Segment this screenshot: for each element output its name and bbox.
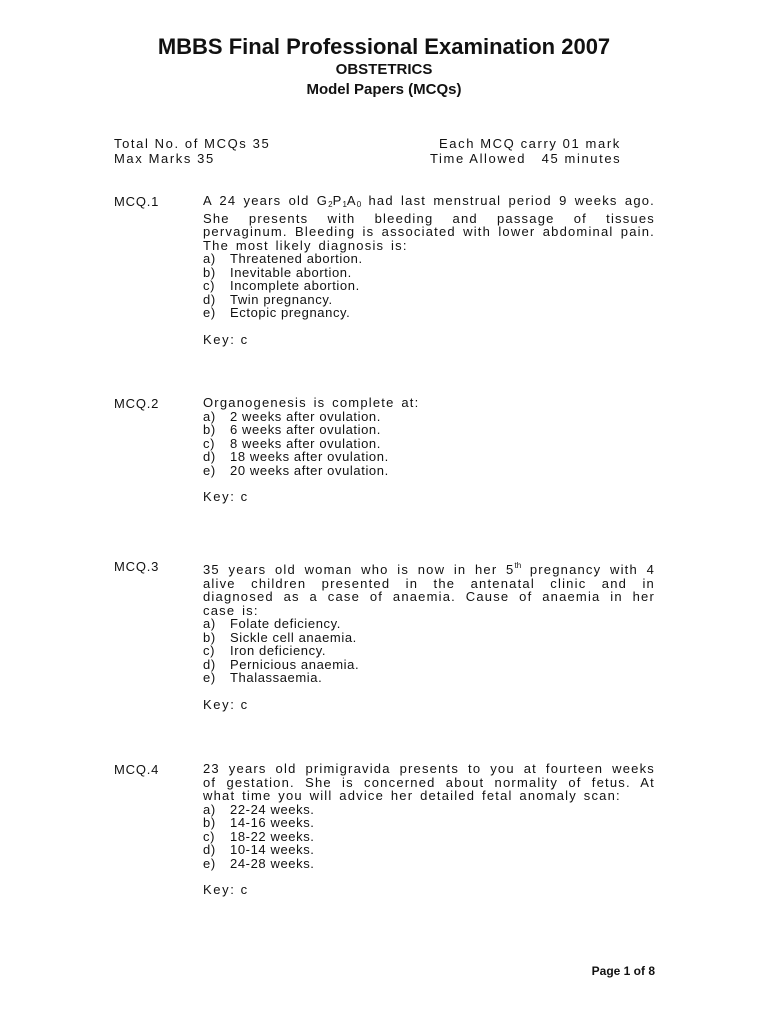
mcq-body	[203, 396, 655, 504]
option-b: b) Sickle cell anaemia.	[203, 629, 357, 645]
option-list	[203, 252, 655, 320]
mcq-number: MCQ.2	[114, 396, 160, 411]
option-d: d) 10-14 weeks.	[203, 842, 315, 857]
answer-key: Key: c	[203, 331, 249, 347]
option-c: c) 8 weeks after ovulation.	[203, 435, 381, 451]
option-c: c) 18-22 weeks.	[203, 828, 315, 844]
option-list	[203, 617, 655, 685]
option-list	[203, 410, 655, 478]
option-a: a) 22-24 weeks.	[203, 801, 315, 817]
page-number: Page 1 of 8	[591, 964, 655, 978]
option-e: e) Thalassaemia.	[203, 670, 323, 685]
option-list	[203, 803, 655, 871]
mcq-stem: 23 years old primigravida presents to you at fourteen weeks of gestation. She is concerned about normality of fetus. At what time you will advice her detailed fetal anomaly scan:	[203, 761, 655, 803]
option-d: d) Twin pregnancy.	[203, 291, 333, 307]
option-b: b) Inevitable abortion.	[203, 264, 352, 280]
answer-key: Key: c	[203, 696, 249, 712]
option-a: a) Folate deficiency.	[203, 616, 341, 631]
mcq-number: MCQ.1	[114, 194, 160, 209]
option-d: d) 18 weeks after ovulation.	[203, 449, 389, 464]
total-mcqs-info: Total No. of MCQs 35	[114, 136, 271, 151]
mark-per-mcq-info: Each MCQ carry 01 mark	[439, 136, 621, 151]
answer-key: Key: c	[203, 489, 249, 504]
subject-heading: OBSTETRICS	[335, 61, 433, 78]
option-c: c) Incomplete abortion.	[203, 278, 360, 293]
mcq-body	[203, 559, 655, 711]
mcq-number: MCQ.4	[114, 762, 160, 777]
option-a: a) 2 weeks after ovulation.	[203, 408, 381, 424]
option-c: c) Iron deficiency.	[203, 643, 327, 658]
option-d: d) Pernicious anaemia.	[203, 656, 360, 672]
mcq-body	[203, 194, 655, 346]
answer-key: Key: c	[203, 882, 249, 897]
mcq-stem: A 24 years old $G_2P_1A_0$ had last menstrual period 9 weeks ago. She presents with bleeding and passage of tissues pervaginum. Bleeding is associated with lower abdominal pain. The most likely diagnosis is:	[203, 193, 655, 253]
max-marks-info: Max Marks 35	[114, 151, 215, 166]
option-e: e) Ectopic pregnancy.	[203, 305, 351, 320]
exam-title: MBBS Final Professional Examination 2007	[157, 34, 611, 59]
mcq-body	[203, 762, 655, 897]
option-e: e) 20 weeks after ovulation.	[203, 462, 389, 478]
paper-subtitle: Model Papers (MCQs)	[306, 81, 462, 98]
mcq-number: MCQ.3	[114, 559, 160, 574]
mcq-stem: 35 years old woman who is now in her 5th pregnancy with 4 alive children presented in the antenatal clinic and in diagnosed as a case of anaemia. Cause of anaemia in her case is:	[203, 561, 655, 618]
option-a: a) Threatened abortion.	[203, 251, 363, 266]
option-b: b) 14-16 weeks.	[203, 815, 315, 830]
time-allowed-info: Time Allowed 45 minutes	[430, 151, 622, 166]
option-e: e) 24-28 weeks.	[203, 855, 315, 871]
option-b: b) 6 weeks after ovulation.	[203, 422, 381, 437]
mcq-stem: Organogenesis is complete at:	[203, 395, 420, 410]
